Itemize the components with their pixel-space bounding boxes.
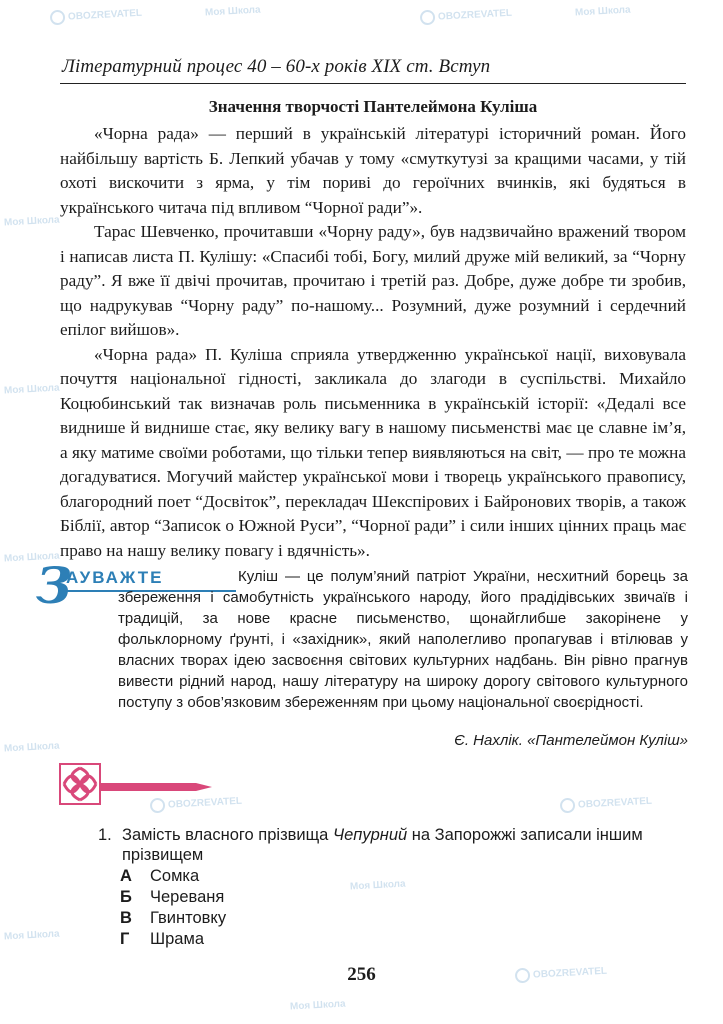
question-text-part: Замість власного прізвища (122, 826, 333, 844)
note-initial: З (36, 556, 73, 615)
celtic-knot-icon (58, 762, 102, 806)
watermark: Моя Школа (3, 740, 60, 755)
answer-option[interactable] (120, 866, 226, 887)
watermark: Моя Школа (3, 928, 60, 943)
option-letter: А (120, 867, 132, 885)
test-question (98, 825, 688, 865)
body-text (60, 122, 686, 563)
answer-options (120, 866, 226, 950)
watermark: Моя Школа (3, 214, 60, 229)
question-text-part: на Запорожжі записали іншим прізвищем (122, 826, 643, 864)
note-label-text: АУВАЖТЕ (66, 568, 164, 587)
watermark: Моя Школа (574, 4, 631, 19)
question-number: 1. (98, 826, 112, 844)
paragraph: Тарас Шевченко, прочитавши «Чорну раду», був надзвичайно вражений твором і написав листа П. Кулішу: «Спасибі тобі, Богу, милий друже мій великий, за “Чорну раду”. Я вже її двічі прочитав, прочитаю і третій раз. Добре, дуже добре ти зробив, що надрукував “Чорну раду” по-нашому... Розумний, дуже розумний і сердечний епілог вийшов». (60, 222, 686, 339)
option-letter: Б (120, 888, 132, 906)
watermark: Моя Школа (289, 998, 346, 1013)
watermark: OBOZREVATEL (150, 794, 243, 814)
pencil-icon (100, 781, 212, 793)
paragraph: «Чорна рада» П. Куліша сприяла утвердженню української нації, виховувала почуття національної гідності, закликала до злагоди в суспільстві. Михайло Коцюбинський так визначав роль письменника в українській історії: «Дедалі все виднише й виднише стає, яку велику вагу в нашому письменстві має це славне ім’я, а яку матиме своїми роботами, що тільки тепер виявляються на світ, — про те можна догадуватися. Могучий майстер української мови і творець українського правопису, благородний поет “Досвіток”, перекладач Шекспірових і Байронових творів, а також Біблії, автор “Записок о Южной Руси”, “Чорної ради” і сили інших цінних праць має право на нашу велику повагу і вдячність». (60, 344, 686, 560)
question-text-italic: Чепурний (332, 826, 408, 844)
paragraph: «Чорна рада» — перший в українській літературі історичний роман. Його найбільшу вартість Б. Лепкий убачав у тому «смуткутузі за кращими часами, у тій охоті вискочити з ярма, у тім пориві до героїчних вчинків, які будяться в українського читача під впливом “Чорної ради”». (60, 124, 686, 217)
question-text (122, 825, 688, 865)
option-letter: Г (120, 930, 130, 948)
page-number: 256 (347, 964, 376, 985)
watermark: OBOZREVATEL (50, 6, 143, 26)
option-text: Сомка (150, 867, 200, 885)
answer-option[interactable] (120, 908, 226, 929)
option-text: Шрама (150, 930, 204, 948)
watermark: OBOZREVATEL (515, 964, 608, 984)
section-title: Значення творчості Пантелеймона Куліша (208, 97, 538, 116)
option-text: Череваня (150, 888, 225, 906)
watermark: Моя Школа (3, 550, 60, 565)
note-quote: Куліш — це полум’яний патріот України, несхитний борець за збереження і самобутність українського народу, його прадідівських звичаїв і традицій, за нове красне письменство, щонайглибше закорінене у фольклорному ґрунті, і «західник», який наполегливо пропагував і втілював у власних творах ідею засвоєння світових культурних надбань. Він рівно прагнув вивести рідний народ, нашу літературу на широку дорогу світового культурного поступу з обов’язковим збереженням при цьому національної своєрідності. (118, 568, 688, 711)
watermark: Моя Школа (3, 382, 60, 397)
note-author: Є. Нахлік. «Пантелеймон Куліш» (454, 732, 688, 749)
watermark: Моя Школа (204, 4, 261, 19)
note-text (118, 566, 688, 713)
option-text: Гвинтовку (150, 909, 227, 927)
answer-option[interactable] (120, 887, 226, 908)
watermark: OBOZREVATEL (560, 794, 653, 814)
header-divider (60, 83, 686, 84)
answer-option[interactable] (120, 929, 226, 950)
option-letter: В (120, 909, 132, 927)
watermark: Моя Школа (349, 878, 406, 893)
watermark: OBOZREVATEL (420, 6, 513, 26)
running-head: Літературний процес 40 – 60-х років XIX ст. Вступ (62, 56, 491, 77)
